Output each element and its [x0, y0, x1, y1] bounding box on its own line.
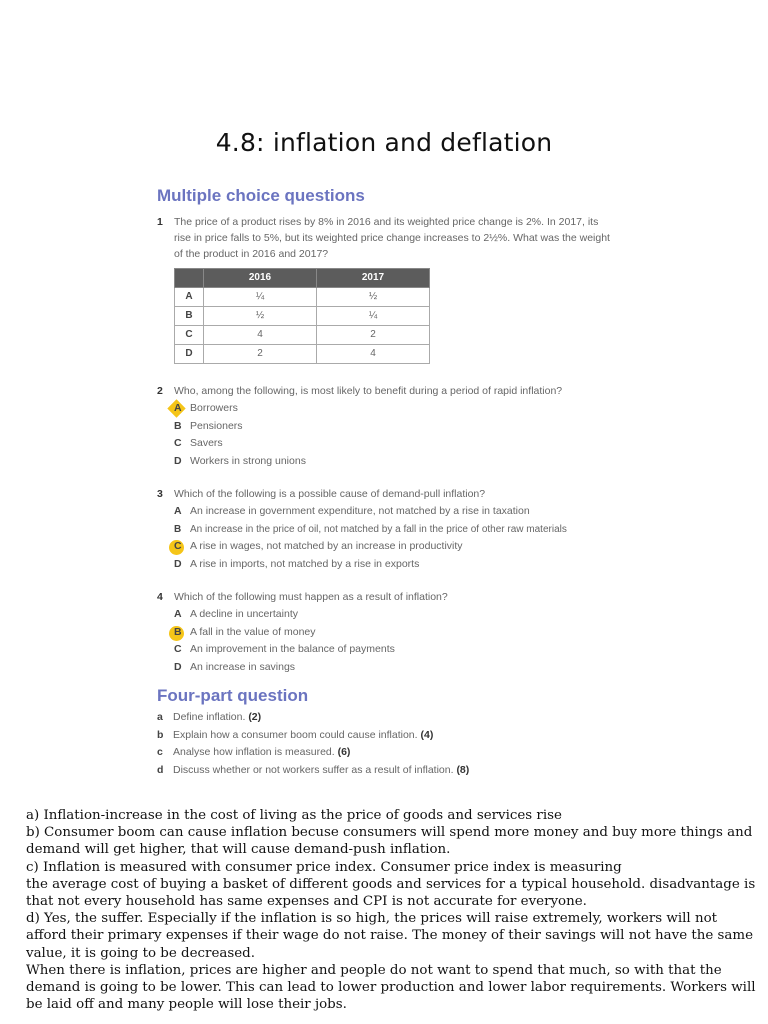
- student-answers: [26, 807, 756, 1013]
- option-c: [174, 435, 617, 453]
- table-cell: 2: [204, 345, 317, 364]
- option-text: Borrowers: [190, 402, 238, 414]
- part-letter: b: [157, 728, 164, 741]
- option-letter: B: [174, 523, 182, 535]
- part-letter: c: [157, 746, 163, 758]
- worksheet-scan: [157, 186, 617, 779]
- row-letter: C: [185, 329, 193, 340]
- question-2: [157, 383, 617, 470]
- table-row: [175, 345, 430, 364]
- answer-paragraph: the average cost of buying a basket of different goods and services for a typical household. disadvantage is that not every household has same expenses and CPI is not accurate for everyone.: [26, 876, 756, 910]
- table-row: [175, 307, 430, 326]
- option-b: [174, 521, 617, 539]
- option-d: [174, 659, 617, 677]
- table-header-cell: [175, 269, 204, 288]
- row-letter: B: [185, 310, 193, 321]
- table-header-cell: 2017: [317, 269, 430, 288]
- option-a: [174, 400, 617, 418]
- option-c: [174, 641, 617, 659]
- options-list: [174, 400, 617, 470]
- table-row: [175, 288, 430, 307]
- option-a: [174, 503, 617, 521]
- part-marks: (2): [248, 711, 262, 723]
- option-a: [174, 606, 617, 624]
- question-3: [157, 486, 617, 573]
- answer-paragraph: a) Inflation-increase in the cost of living as the price of goods and services rise: [26, 808, 562, 823]
- option-letter: A: [174, 608, 182, 620]
- table-row: [175, 326, 430, 345]
- row-letter-cell: [175, 307, 204, 326]
- question-number: 1: [157, 216, 163, 228]
- question-1: [157, 214, 617, 364]
- answer-paragraph: d) Yes, the suffer. Especially if the inflation is so high, the prices will raise extremely, workers will not afford their primary expenses if their wage do not raise. The money of their savings will not have the same value, it is going to be decreased.: [26, 911, 754, 961]
- question-number: 4: [157, 591, 163, 603]
- row-letter-cell: [175, 326, 204, 345]
- part-a: [157, 709, 617, 727]
- option-text: A rise in wages, not matched by an increase in productivity: [190, 540, 463, 552]
- option-letter: D: [174, 557, 182, 570]
- option-text: A fall in the value of money: [190, 625, 316, 638]
- answer-paragraph: When there is inflation, prices are higher and people do not want to spend that much, so with that the demand is going to be lower. This can lead to lower production and lower labor requirements. Workers will be laid off and many people will lose their jobs.: [26, 962, 756, 1013]
- option-text: An increase in savings: [190, 660, 296, 673]
- option-d: [174, 556, 617, 574]
- fourpart-list: [157, 709, 617, 779]
- option-text: An increase in the price of oil, not matched by a fall in the price of other raw materials: [190, 523, 567, 535]
- option-text: A decline in uncertainty: [190, 608, 298, 620]
- part-text: Define inflation.: [173, 711, 246, 723]
- part-marks: (8): [456, 763, 470, 776]
- part-b: [157, 727, 617, 745]
- question-number: 3: [157, 488, 163, 500]
- fourpart-heading: Four-part question: [157, 686, 309, 705]
- table-cell: ½: [317, 288, 430, 307]
- row-letter: A: [185, 291, 193, 302]
- mcq-heading: Multiple choice questions: [157, 186, 365, 205]
- table-cell: 4: [204, 326, 317, 345]
- row-letter-cell: [175, 345, 204, 364]
- part-text: Analyse how inflation is measured.: [173, 746, 335, 758]
- option-letter: B: [174, 625, 182, 638]
- option-letter: C: [174, 540, 182, 552]
- option-text: A rise in imports, not matched by a rise in exports: [190, 557, 420, 570]
- part-marks: (4): [420, 728, 434, 741]
- option-b: [174, 418, 617, 436]
- table-cell: 4: [317, 345, 430, 364]
- option-letter: C: [174, 643, 182, 655]
- part-marks: (6): [337, 746, 351, 758]
- weights-table: [174, 268, 430, 364]
- option-text: An increase in government expenditure, not matched by a rise in taxation: [190, 505, 530, 517]
- option-letter: C: [174, 437, 182, 449]
- part-c: [157, 744, 617, 762]
- part-d: [157, 762, 617, 780]
- option-letter: B: [174, 419, 182, 432]
- answer-paragraph: c) Inflation is measured with consumer price index. Consumer price index is measuring: [26, 859, 622, 875]
- option-letter: D: [174, 454, 182, 467]
- answer-paragraph: b) Consumer boom can cause inflation becuse consumers will spend more money and buy more things and demand will get higher, that will cause demand-push inflation.: [26, 825, 753, 858]
- question-text: The price of a product rises by 8% in 2016 and its weighted price change is 2%. In 2017, its rise in price falls to 5%, but its weighted price change increases to 2½%. What was the weight of the product in 2016 and 2017?: [174, 216, 610, 260]
- part-text: Explain how a consumer boom could cause inflation.: [173, 728, 418, 741]
- part-letter: a: [157, 711, 163, 723]
- question-text: Who, among the following, is most likely to benefit during a period of rapid inflation?: [174, 385, 563, 397]
- question-text: Which of the following is a possible cause of demand-pull inflation?: [174, 488, 486, 500]
- question-text: Which of the following must happen as a result of inflation?: [174, 591, 448, 603]
- option-b: [174, 624, 617, 642]
- question-4: [157, 589, 617, 676]
- question-number: 2: [157, 385, 163, 397]
- options-list: [174, 606, 617, 676]
- option-text: Pensioners: [190, 419, 243, 432]
- options-list: [174, 503, 617, 573]
- option-text: Savers: [190, 437, 223, 449]
- option-letter: D: [174, 660, 182, 673]
- option-letter: A: [174, 402, 182, 414]
- table-cell: 2: [317, 326, 430, 345]
- option-text: An improvement in the balance of payments: [190, 643, 395, 655]
- option-d: [174, 453, 617, 471]
- table-cell: ¼: [204, 288, 317, 307]
- table-cell: ¼: [317, 307, 430, 326]
- table-header-cell: 2016: [204, 269, 317, 288]
- row-letter: D: [185, 348, 193, 359]
- table-cell: ½: [204, 307, 317, 326]
- option-letter: A: [174, 505, 182, 517]
- part-text: Discuss whether or not workers suffer as a result of inflation.: [173, 763, 454, 776]
- table-header-row: [175, 269, 430, 288]
- row-letter-cell: [175, 288, 204, 307]
- part-letter: d: [157, 763, 164, 776]
- option-text: Workers in strong unions: [190, 454, 306, 467]
- option-c: [174, 538, 617, 556]
- page-title: 4.8: inflation and deflation: [215, 128, 553, 157]
